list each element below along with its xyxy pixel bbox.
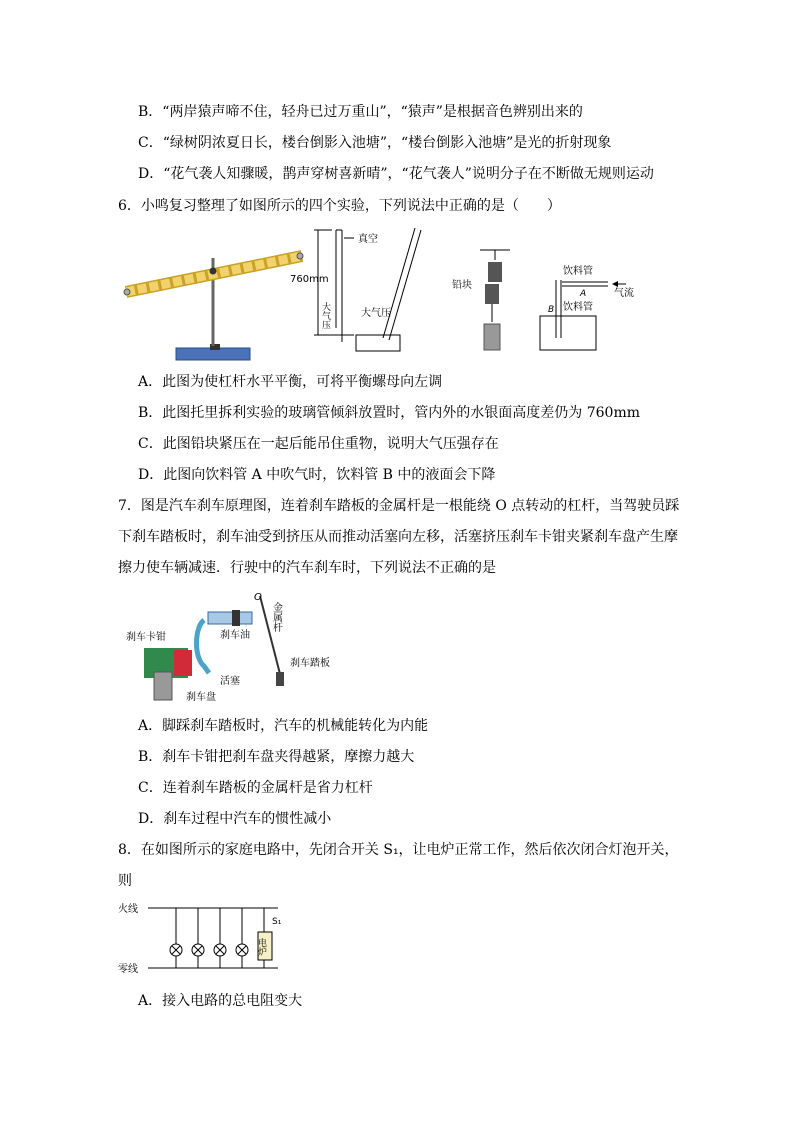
label-metal-rod: 金属杆: [270, 602, 282, 632]
label-a: A: [580, 289, 587, 299]
q6-stem: 6．小鸣复习整理了如图所示的四个实验，下列说法中正确的是（ ）: [118, 198, 561, 214]
torricelli-figure: [290, 228, 421, 351]
q6-option-a: A．此图为使杠杆水平平衡，可将平衡螺母向左调: [138, 374, 443, 390]
label-airflow: 气流: [614, 288, 634, 299]
label-stove: 电炉: [256, 938, 266, 956]
q7-brake-figure: [124, 588, 330, 708]
q7-stem-1: 7．图是汽车刹车原理图，连着刹车踏板的金属杆是一根能绕 O 点转动的杠杆，当驾驶员踩: [118, 498, 680, 514]
q6-figures: [118, 218, 658, 368]
q7-option-a: A．脚踩刹车踏板时，汽车的机械能转化为内能: [138, 718, 429, 734]
lead-block-figure: [452, 250, 510, 350]
label-760mm: 760mm: [290, 274, 329, 285]
label-caliper: 刹车卡钳: [126, 632, 166, 643]
q5-option-d: D．“花气袭人知骤暖，鹊声穿树喜新晴”，“花气袭人”说明分子在不断做无规则运动: [138, 166, 654, 182]
q7-option-d: D．刹车过程中汽车的惯性减小: [138, 811, 332, 827]
q6-option-c: C．此图铅块紧压在一起后能吊住重物，说明大气压强存在: [138, 436, 499, 452]
label-lead: 铅块: [452, 280, 472, 291]
label-brake-oil: 刹车油: [220, 630, 250, 641]
label-pedal: 刹车踏板: [290, 658, 330, 669]
q8-stem-1: 8．在如图所示的家庭电路中，先闭合开关 S₁，让电炉正常工作，然后依次闭合灯泡开关，: [118, 842, 679, 858]
label-disc: 刹车盘: [186, 692, 216, 703]
q6-option-b: B．此图托里拆利实验的玻璃管倾斜放置时，管内外的水银面高度差仍为 760mm: [138, 405, 641, 421]
label-straw2: 饮料管: [563, 302, 593, 313]
q6-option-d: D．此图向饮料管 A 中吹气时，饮料管 B 中的液面会下降: [138, 467, 496, 483]
q7-stem-3: 擦力使车辆减速．行驶中的汽车刹车时，下列说法不正确的是: [118, 560, 496, 576]
label-o: O: [254, 592, 262, 603]
q5-option-b: B．“两岸猿声啼不住，轻舟已过万重山”，“猿声”是根据音色辨别出来的: [138, 104, 583, 120]
label-s1: S₁: [272, 917, 282, 927]
lever-figure: [124, 253, 303, 360]
q7-stem-2: 下刹车踏板时，刹车油受到挤压从而推动活塞向左移，活塞挤压刹车卡钳夹紧刹车盘产生摩: [118, 529, 678, 545]
label-atm: 大气压: [361, 308, 391, 319]
label-b: B: [548, 305, 555, 315]
q8-circuit-figure: [118, 896, 298, 978]
label-vacuum: 真空: [358, 234, 378, 245]
label-atm-vertical: 大气压: [320, 302, 330, 329]
q5-option-c: C．“绿树阴浓夏日长，楼台倒影入池塘”，“楼台倒影入池塘”是光的折射现象: [138, 135, 612, 151]
label-straw: 饮料管: [563, 266, 593, 277]
label-piston: 活塞: [220, 676, 240, 687]
label-live: 火线: [118, 904, 138, 915]
q7-option-c: C．连着刹车踏板的金属杆是省力杠杆: [138, 780, 373, 796]
q8-option-a: A．接入电路的总电阻变大: [138, 993, 303, 1009]
label-neutral: 零线: [118, 964, 138, 975]
straw-figure: [540, 264, 634, 350]
q8-stem-2: 则: [118, 873, 132, 889]
q7-option-b: B．刹车卡钳把刹车盘夹得越紧，摩擦力越大: [138, 749, 415, 765]
